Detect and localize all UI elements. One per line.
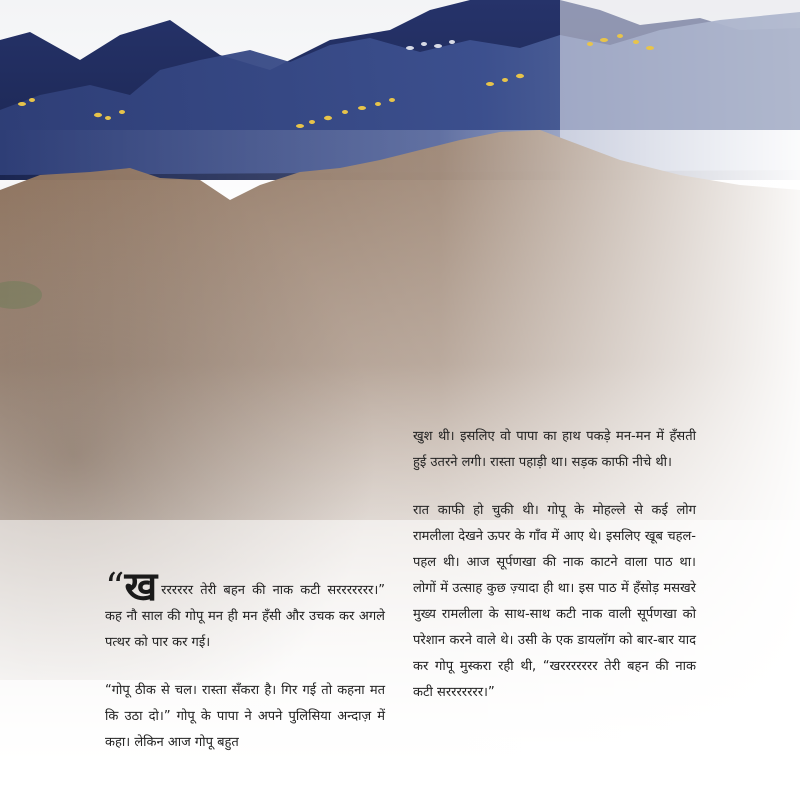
second-paragraph: “गोपू ठीक से चल। रास्ता सँकरा है। गिर गई तो कहना मत कि उठा दो।” गोपू के पापा ने अपने पुलिसिया अन्दाज़ में कहा। लेकिन आज गोपू बहुत <box>105 683 385 750</box>
continuation-paragraph: खुश थी। इसलिए वो पापा का हाथ पकड़े मन-मन में हँसती हुई उतरने लगी। रास्ता पहाड़ी था। सड़क काफी नीचे थी। <box>413 429 696 470</box>
right-text-column <box>413 424 696 728</box>
left-text-column <box>105 564 385 778</box>
opening-quote-mark: “ <box>105 565 125 609</box>
opening-paragraph <box>105 564 385 656</box>
ramlila-paragraph: रात काफी हो चुकी थी। गोपू के मोहल्ले से कई लोग रामलीला देखने ऊपर के गाँव में आए थे। इसलिए खूब चहल-पहल थी। आज सूर्पणखा की नाक काटने वाला पाठ था। लोगों में उत्साह कुछ ज़्यादा ही था। इस पाठ में हँसोड़ मसखरे मुख्य रामलीला के साथ-साथ कटी नाक वाली सूर्पणखा को परेशान करने वाले थे। उसी के एक डायलॉग को बार-बार याद कर गोपू मुस्करा रही थी, “खररररररर तेरी बहन की नाक कटी सररररररर।” <box>413 503 696 700</box>
drop-cap-letter: ख <box>124 564 158 610</box>
opening-paragraph-text: रररररर तेरी बहन की नाक कटी सररररररर।” कह नौ साल की गोपू मन ही मन हँसी और उचक कर अगले पत्थर को पार कर गई। <box>105 583 385 650</box>
